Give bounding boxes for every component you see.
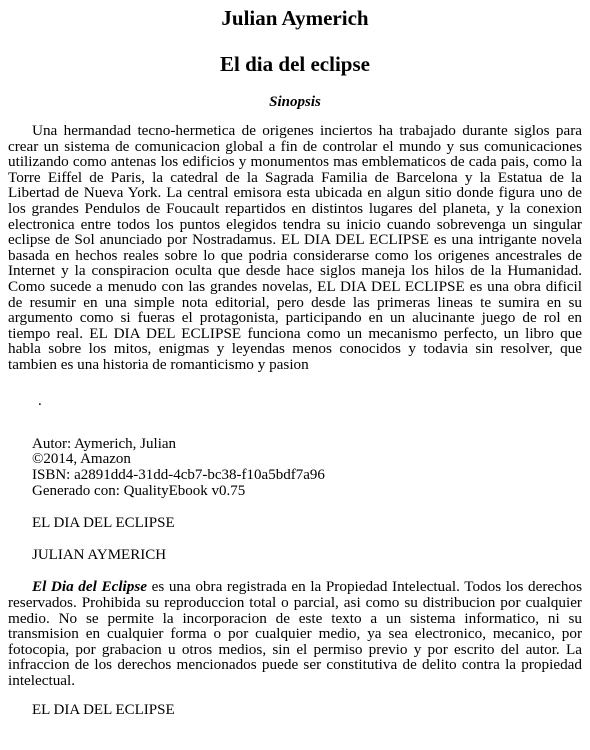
- metadata-generator: Generado con: QualityEbook v0.75: [32, 482, 246, 499]
- metadata-author: Autor: Aymerich, Julian: [32, 435, 177, 452]
- metadata-isbn: ISBN: a2891dd4-31dd-4cb7-bc38-f10a5bdf7a96: [32, 466, 325, 483]
- legal-notice-text: es una obra registrada en la Propiedad Intelectual. Todos los derechos reservados. Prohibida su reproduccion total o parcial, asi como su distribucion por cualquier medio. No se permite la incorporacion de este texto a un sistema informatico, ni su transmision en cualquier forma o por cualquier medio, ya sea electronico, mecanico, por fotocopia, por grabacion u otros medios, sin el permiso previo y por escrito del autor. La infraccion de los derechos mencionados puede ser constitutiva de delito contra la propiedad intelectual.: [8, 578, 583, 689]
- author-caps: JULIAN AYMERICH: [32, 547, 167, 564]
- metadata-copyright: ©2014, Amazon: [32, 451, 131, 468]
- separator-dot: .: [38, 392, 42, 409]
- book-title-caps: EL DIA DEL ECLIPSE: [32, 515, 175, 532]
- author-heading: Julian Aymerich: [221, 6, 369, 30]
- legal-work-title: El Dia del Eclipse: [32, 578, 148, 596]
- metadata-block: [32, 437, 582, 500]
- synopsis-paragraph: Una hermandad tecno-hermetica de origenes inciertos ha trabajado durante siglos para crear un sistema de comunicacion global a fin de controlar el mundo y sus comunicaciones utilizando como antenas los edificios y monumentos mas emblematicos de cada pais, como la Torre Eiffel de Paris, la catedral de la Sagrada Familia de Barcelona y la Estatua de la Libertad de Nueva York. La central emisora esta ubicada en algun sitio donde figura uno de los grandes Pendulos de Foucault repartidos en distintos lugares del planeta, y la conexion electronica entre todos los puntos elegidos tendra su inicio cuando sobrevenga un singular eclipse de Sol anunciado por Nostradamus. EL DIA DEL ECLIPSE es una intrigante novela basada en hechos reales sobre lo que podria considerarse como los origenes ancestrales de Internet y la conspiracion oculta que desde hace siglos maneja los hilos de la Humanidad. Como sucede a menudo con las grandes novelas, EL DIA DEL ECLIPSE es una obra dificil de resumir en una simple nota editorial, pero desde las primeras lineas te sumira en su argumento como si fueras el protagonista, participando en un alucinante juego de rol en tiempo real. EL DIA DEL ECLIPSE funciona como un mecanismo perfecto, un libro que habla sobre los mitos, enigmas y leyendas menos conocidos y todavia sin resolver, que tambien es una historia de romanticismo y pasion: [8, 122, 582, 373]
- book-title-heading: El dia del eclipse: [220, 52, 370, 76]
- legal-notice: [8, 579, 582, 688]
- synopsis-heading: Sinopsis: [269, 94, 321, 110]
- cut-off-line: EL DIA DEL ECLIPSE: [32, 702, 175, 719]
